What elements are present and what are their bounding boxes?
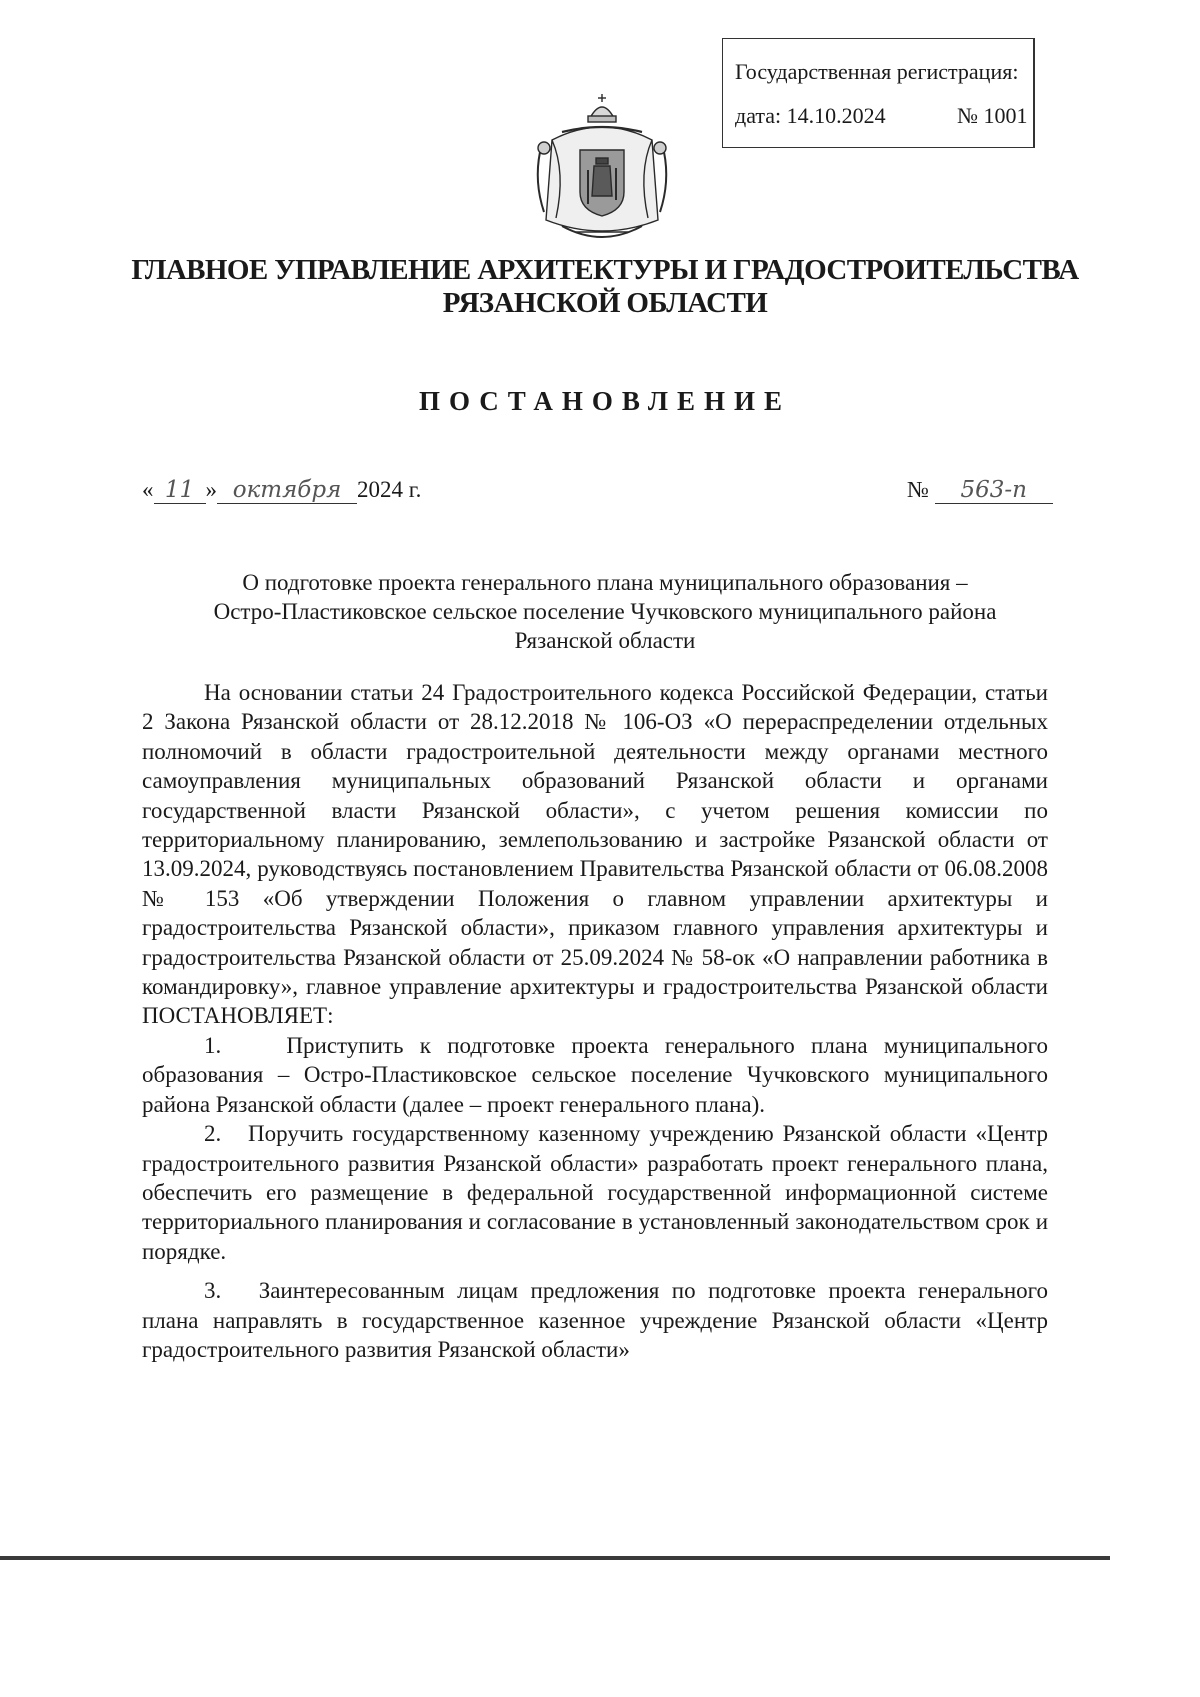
registration-stamp — [722, 38, 1035, 148]
date-day-handwritten: 11 — [154, 477, 206, 504]
number-handwritten: 563-п — [935, 477, 1053, 504]
clause-3: 3. Заинтересованным лицам предложения по подготовке проекта генерального плана направлять в государственное казенное учреждение Рязанской области «Центр градостроительного развития Рязанской области» — [142, 1278, 1048, 1362]
registration-number: № 1001 — [957, 103, 1028, 128]
subject-line3: Рязанской области — [514, 628, 696, 653]
preamble-paragraph: На основании статьи 24 Градостроительного кодекса Российской Федерации, статьи 2 Закона Рязанской области от 28.12.2018 № 106-ОЗ «О перераспределении отдельных полномочий в области градостроительной деятельности между органами местного самоуправления муниципальных образований Рязанской области и органами государственной власти Рязанской области», с учетом решения комиссии по территориальному планированию, землепользованию и застройке Рязанской области от 13.09.2024, руководствуясь постановлением Правительства Рязанской области от 06.08.2008 № 153 «Об утверждении Положения о главном управлении архитектуры и градостроительства Рязанской области», приказом главного управления архитектуры и градостроительства Рязанской области от 25.09.2024 № 58-ок «О направлении работника в командировку», главное управление архитектуры и градостроительства Рязанской области ПОСТАНОВЛЯЕТ: — [142, 680, 1048, 1029]
organization-name — [100, 254, 1110, 320]
organization-name-line1: ГЛАВНОЕ УПРАВЛЕНИЕ АРХИТЕКТУРЫ И ГРАДОСТРОИТЕЛЬСТВА — [131, 254, 1079, 286]
page-bottom-edge — [0, 1556, 1110, 1560]
document-number — [907, 477, 1053, 504]
organization-name-line2: РЯЗАНСКОЙ ОБЛАСТИ — [442, 287, 768, 319]
ryazan-coat-of-arms-icon — [532, 92, 672, 250]
registration-date: дата: 14.10.2024 — [735, 103, 886, 128]
date-year: 2024 г. — [357, 477, 422, 502]
document-subject — [120, 568, 1090, 655]
subject-line2: Остро-Пластиковское сельское поселение Чучковского муниципального района — [213, 599, 997, 624]
document-body — [142, 678, 1048, 1364]
date-quote-open: « — [142, 477, 154, 502]
clause-2: 2. Поручить государственному казенному учреждению Рязанской области «Центр градостроительного развития Рязанской области» разработать проект генерального плана, обеспечить его размещение в федеральной государственной информационной системе территориального планирования и согласование в установленный законодательством срок и порядке. — [142, 1121, 1048, 1264]
clause-1: 1. Приступить к подготовке проекта генерального плана муниципального образования – Остро-Пластиковское сельское поселение Чучковского муниципального района Рязанской области (далее – проект генерального плана). — [142, 1032, 1048, 1117]
document-date — [142, 477, 421, 504]
registration-title: Государственная регистрация: — [735, 59, 1019, 84]
number-prefix: № — [907, 477, 929, 502]
document-type: ПОСТАНОВЛЕНИЕ — [418, 386, 792, 416]
subject-line1: О подготовке проекта генерального плана муниципального образования – — [242, 570, 968, 595]
date-quote-close: » — [205, 477, 217, 502]
date-month-handwritten: октября — [217, 477, 357, 504]
